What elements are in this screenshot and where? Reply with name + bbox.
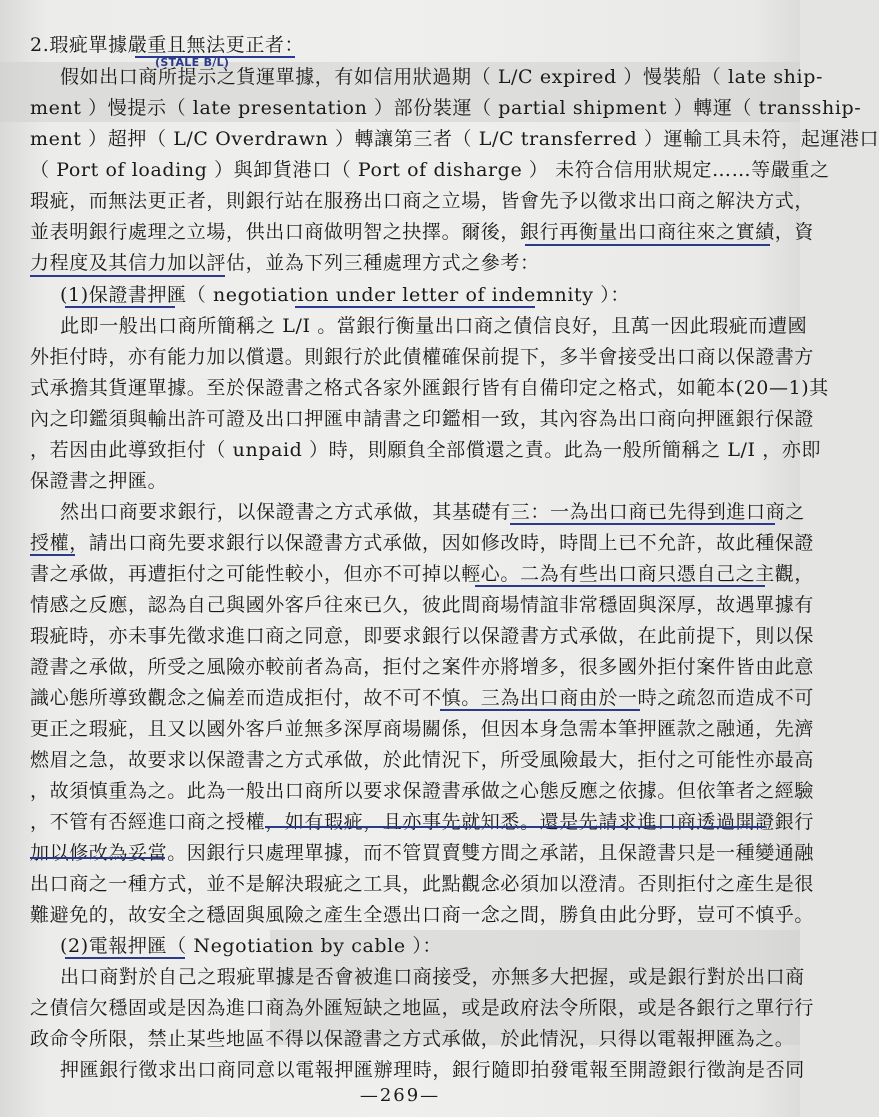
text-line: 外拒付時，亦有能力加以償還。則銀行於此債權確保前提下，多半會接受出口商以保證書方 [30, 346, 815, 368]
underline-mark [475, 585, 765, 587]
underline-mark [65, 957, 185, 959]
text-line: 此即一般出口商所簡稱之 L/I 。當銀行衡量出口商之債信良好，且萬一因此瑕疵而遭國 [60, 315, 808, 337]
page-number: —269— [359, 1085, 441, 1106]
underline-mark [30, 554, 75, 556]
underline-mark [135, 56, 295, 58]
text-line: 並表明銀行處理之立場，供出口商做明智之抉擇。爾後，銀行再衡量出口商往來之實績，資 [30, 221, 815, 243]
underline-mark [30, 857, 165, 859]
text-line: 然出口商要求銀行，以保證書之方式承做，其基礎有三：一為出口商已先得到進口商之 [60, 501, 805, 523]
heading-2-cable: (2)電報押匯（ Negotiation by cable ）： [60, 935, 443, 957]
text-line: 保證書之押匯。 [30, 470, 168, 492]
text-line: 情感之反應，認為自己與國外客戶往來已久，彼此間商場情誼非常穩固與深厚，故遇單據有 [30, 594, 815, 616]
text-line: 加以修改為妥當。因銀行只處理單據，而不管買賣雙方間之承諾，且保證書只是一種變通融 [30, 842, 815, 864]
text-line: ，若因由此導致拒付（ unpaid ）時，則願負全部償還之責。此為一般所簡稱之 L/I ，亦即 [30, 439, 822, 461]
underline-mark [510, 523, 775, 525]
text-line: （ Port of loading ）與卸貨港口（ Port of disharge ） 未符合信用狀規定……等嚴重之 [30, 159, 830, 181]
handwritten-annotation: (STALE B/L) [155, 56, 230, 69]
text-line: 瑕疵時，亦未事先徵求進口商之同意，即要求銀行以保證書方式承做，在此前提下，則以保 [30, 625, 815, 647]
text-line: 更正之瑕疵，且又以國外客戶並無多深厚商場關係，但因本身急需本筆押匯款之融通，先濟 [30, 718, 815, 740]
text-line: 燃眉之急，故要求以保證書之方式承做，於此情況下，所受風險最大，拒付之可能性亦最高 [30, 749, 815, 771]
heading-1-guarantee: (1)保證書押匯（ negotiation under letter of indemnity ）： [60, 284, 630, 306]
text-line: 政命令所限，禁止某些地區不得以保證書之方式承做，於此情況，只得以電報押匯為之。 [30, 1028, 795, 1050]
text-line: 力程度及其信力加以評估，並為下列三種處理方式之參考： [30, 252, 540, 274]
text-line: 押匯銀行徵求出口商同意以電報押匯辦理時，銀行隨即拍發電報至開證銀行徵詢是否同 [60, 1059, 805, 1081]
text-line: 瑕疵，而無法更正者，則銀行站在服務出口商之立場，皆會先予以徵求出口商之解決方式， [30, 190, 815, 212]
text-line: 之債信欠穩固或是因為進口商為外匯短缺之地區，或是政府法令所限，或是各銀行之單行行 [30, 997, 815, 1019]
text-line: 書之承做，再遭拒付之可能性較小，但亦不可掉以輕心。二為有些出口商只憑自己之主觀， [30, 563, 815, 585]
underline-mark [30, 275, 225, 277]
text-line: 式承擔其貨運單據。至於保證書之格式各家外匯銀行皆有自備印定之格式，如範本(20—1)其 [30, 377, 829, 399]
text-line: ment ）超押（ L/C Overdrawn ）轉讓第三者（ L/C transferred ）運輸工具未符，起運港口 [30, 128, 879, 150]
underline-mark [525, 244, 770, 246]
text-line: ，故須慎重為之。此為一般出口商所以要求保證書承做之心態反應之依據。但依筆者之經驗 [30, 780, 815, 802]
text-line: 內之印鑑須與輸出許可證及出口押匯申請書之印鑑相一致，其內容為出口商向押匯銀行保證 [30, 408, 815, 430]
text-line: ment ）慢提示（ late presentation ）部份裝運（ partial shipment ）轉運（ transship- [30, 97, 862, 119]
text-line: ，不管有否經進口商之授權，如有瑕疵，且亦事先就知悉。還是先請求進口商透過開證銀行 [30, 811, 815, 833]
underline-mark [65, 306, 175, 308]
heading-2: 2.瑕疵單據嚴重且無法更正者： [30, 34, 305, 56]
text-line: 出口商對於自己之瑕疵單據是否會被進口商接受，亦無多大把握，或是銀行對於出口商 [60, 966, 805, 988]
underline-mark [440, 709, 640, 711]
underline-mark [295, 306, 535, 308]
text-line: 出口商之一種方式，並不是解決瑕疵之工具，此點觀念必須加以澄清。否則拒付之產生是很 [30, 873, 815, 895]
text-line: 識心態所導致觀念之偏差而造成拒付，故不可不慎。三為出口商由於一時之疏忽而造成不可 [30, 687, 815, 709]
underline-mark [265, 826, 765, 828]
text-line: 證書之承做，所受之風險亦較前者為高，拒付之案件亦將增多，很多國外拒付案件皆由此意 [30, 656, 815, 678]
text-line: 假如出口商所提示之貨運單據，有如信用狀過期（ L/C expired ）慢裝船（ late ship- [60, 66, 823, 88]
text-line: 難避免的，故安全之穩固與風險之產生全憑出口商一念之間，勝負由此分野，豈可不慎乎。 [30, 904, 815, 926]
text-line: 授權，請出口商先要求銀行以保證書方式承做，因如修改時，時間上已不允許，故此種保證 [30, 532, 815, 554]
